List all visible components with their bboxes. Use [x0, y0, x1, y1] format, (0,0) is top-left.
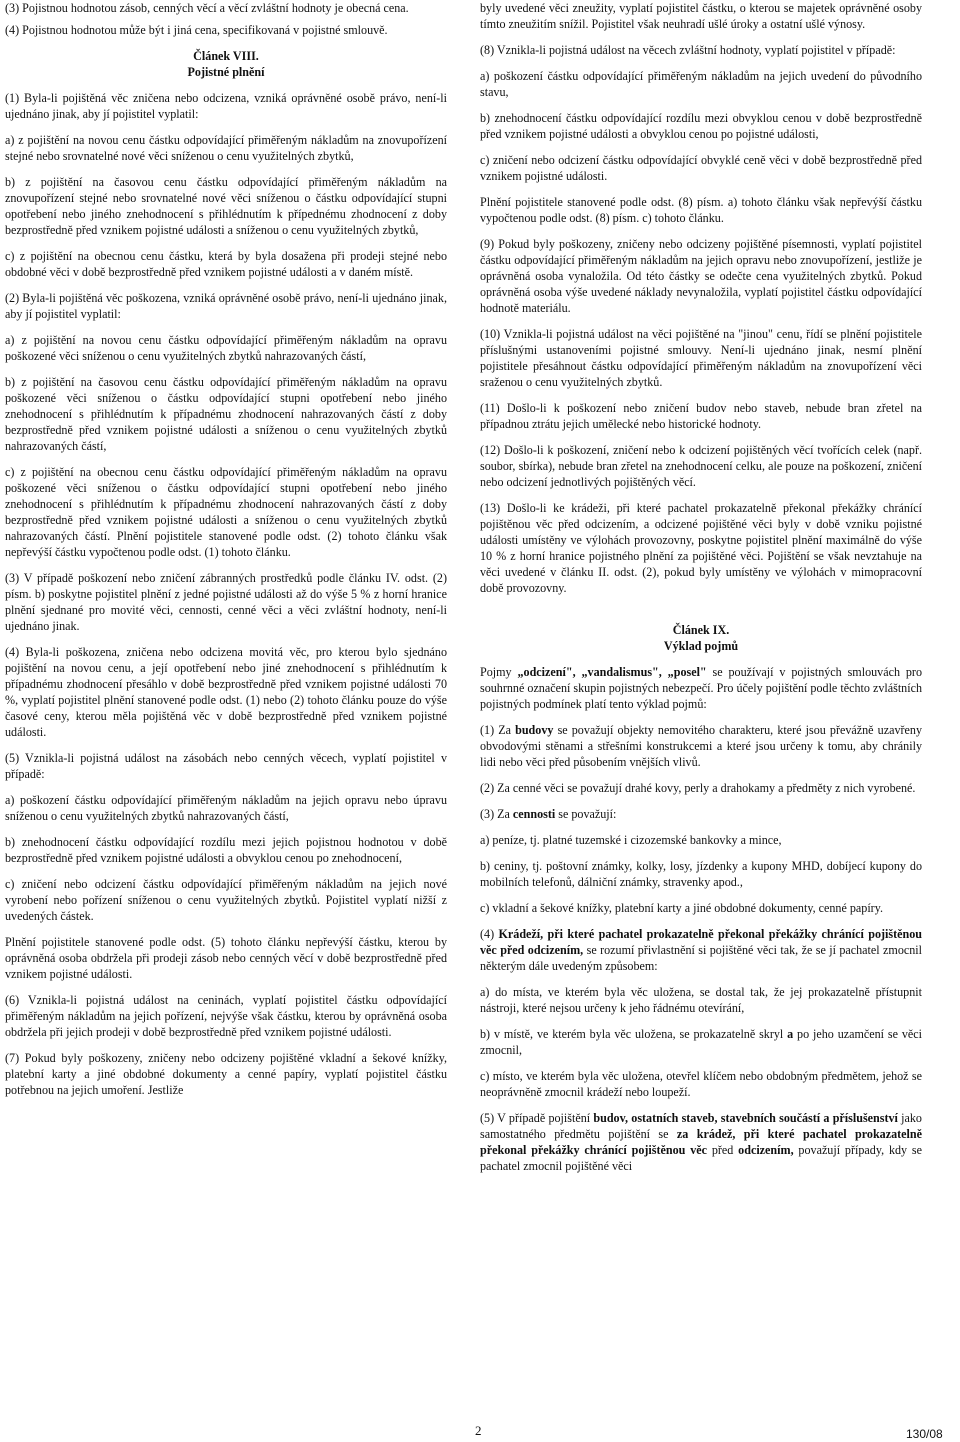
paragraph: (2) Za cenné věci se považují drahé kovy, perly a drahokamy a předměty z nich vyrobené. — [480, 781, 916, 795]
paragraph: (3) Pojistnou hodnotou zásob, cenných věcí a věcí zvláštní hodnoty je obecná cena. — [5, 1, 409, 15]
paragraph: (7) Pokud byly poškozeny, zničeny nebo odcizeny pojištěné vkladní a šekové knížky, platební karty a jiné obdobné dokumenty a cenné papíry, vyplatí pojistitel částku potřebnou na jejich umoření. Jestliže — [5, 1051, 447, 1097]
bold-text: a — [787, 1027, 794, 1041]
paragraph: a) poškození částku odpovídající přiměřeným nákladům na jejich uvedení do původního stavu, — [480, 69, 922, 99]
paragraph: Plnění pojistitele stanovené podle odst. (8) písm. a) tohoto článku však nepřevýší částku vypočtenou podle odst. (8) písm. c) tohoto článku. — [480, 195, 922, 225]
paragraph: byly uvedené věci zneužity, vyplatí pojistitel částku, o kterou se majetek oprávněné osoby tímto zneužitím snížil. Pojistitel však neuhradí ušlé úroky a ostatní ušlé výnosy. — [480, 1, 922, 31]
article-subtitle: Výklad pojmů — [663, 639, 739, 653]
paragraph: Plnění pojistitele stanovené podle odst. (5) tohoto článku nepřevýší částku, kterou by oprávněná osoba obdržela při prodeji zásob nebo cenných věcí v době bezprostředně před vznikem pojistné události. — [5, 935, 447, 981]
paragraph: (8) Vznikla-li pojistná událost na věcech zvláštní hodnoty, vyplatí pojistitel v případě: — [480, 43, 896, 57]
paragraph: c) místo, ve kterém byla věc uložena, otevřel klíčem nebo obdobným předmětem, jehož se neoprávněně zmocnil krádeží nebo loupeží. — [480, 1069, 922, 1099]
paragraph: (10) Vznikla-li pojistná událost na věci pojištěné na "jinou" cenu, řídí se plnění pojistitele příslušnými ustanoveními pojistné smlouvy. Není-li ujednáno jinak, nesmí plnění pojistitele přesáhnout částku odpovídající přiměřeným nákladům na znovupořízení věci sraženou o cenu využitelných zbytků. — [480, 327, 922, 389]
left-column — [5, 0, 447, 1108]
paragraph: (2) Byla-li pojištěná věc poškozena, vzniká oprávněné osobě právo, není-li ujednáno jinak, aby jí pojistitel vyplatil: — [5, 291, 447, 321]
paragraph: (4) Pojistnou hodnotou může být i jiná cena, specifikovaná v pojistné smlouvě. — [5, 23, 388, 37]
document-code: 130/08 — [906, 1427, 943, 1441]
paragraph: a) do místa, ve kterém byla věc uložena, se dostal tak, že jej prokazatelně přístupnit nástroji, které nejsou určeny k jeho řádnému otevírání, — [480, 985, 922, 1015]
paragraph: (13) Došlo-li ke krádeži, při které pachatel prokazatelně překonal překážky chránící pojištěnou věc před odcizením, a odcizené pojištěné věci byly v době vzniku pojistné události umístěny ve výlohách provozovny, poskytne pojistitel plnění maximálně do výše 10 % z horní hranice pojistného plnění za pojištěné věci. Pojištění se však nevztahuje na věci uvedené v článku II. odst. (2), pokud byly umístěny ve výlohách v mimopracovní době provozovny. — [480, 501, 922, 595]
text: považují případy, kdy se pachatel zmocnil pojištěné věci — [480, 1143, 923, 1173]
paragraph: a) z pojištění na novou cenu částku odpovídající přiměřeným nákladům na znovupořízení stejné nebo srovnatelné nové věci sníženou o cenu využitelných zbytků, — [5, 133, 447, 163]
paragraph — [480, 1110, 922, 1174]
paragraph: b) znehodnocení částku odpovídající rozdílu mezi jejich pojistnou hodnotou v době bezprostředně před vznikem pojistné události a obvyklou cenou po znehodnocení, — [5, 835, 447, 865]
bold-text: budov, ostatních staveb, stavebních součástí a příslušenství — [593, 1111, 898, 1125]
bold-text: budovy — [515, 723, 554, 737]
text: se považují objekty nemovitého charakteru, které jsou převážně uzavřeny obvodovými stěnami a střešními konstrukcemi a které jsou určeny k tomu, aby chránily lidi nebo věci před působením vnějších vlivů. — [480, 723, 922, 769]
paragraph — [480, 1026, 922, 1058]
right-column — [480, 0, 922, 1184]
paragraph: c) vkladní a šekové knížky, platební karty a jiné obdobné dokumenty, cenné papíry. — [480, 901, 883, 915]
text: jako samostatného předmětu pojištění se — [480, 1111, 922, 1141]
text: po jeho uzamčení se věci zmocnil, — [480, 1027, 922, 1057]
paragraph: (1) Byla-li pojištěná věc zničena nebo odcizena, vzniká oprávněné osobě právo, není-li ujednáno jinak, aby jí pojistitel vyplatil: — [5, 91, 447, 121]
bold-text: Krádeží, při které pachatel prokazatelně překonal překážky chránící pojištěnou věc před odcizením, — [480, 927, 923, 957]
page-number: 2 — [475, 1423, 482, 1438]
paragraph: b) z pojištění na časovou cenu částku odpovídající přiměřeným nákladům na opravu poškozené věci sníženou o částku odpovídající stupni opotřebení nebo jiného znehodnocení s přihlédnutím k případnému zhodnocení nahrazovaných částí z doby bezprostředně před vznikem pojistné události a sníženou o cenu využitelných zbytků nahrazovaných částí, — [5, 375, 447, 453]
text: (5) V případě pojištění — [480, 1111, 594, 1125]
text: (3) Za — [480, 807, 513, 821]
text: b) v místě, ve kterém byla věc uložena, se prokazatelně skryl — [480, 1027, 788, 1041]
paragraph: (3) V případě poškození nebo zničení zábranných prostředků podle článku IV. odst. (2) písm. b) poskytne pojistitel plnění z jedné pojistné události až do výše 5 % z horní hranice plnění sjednané pro movité věci, cennosti, cenné věci a věci zvláštní hodnoty, není-li ujednáno jinak. — [5, 571, 447, 633]
paragraph: (5) Vznikla-li pojistná událost na zásobách nebo cenných věcech, vyplatí pojistitel v případě: — [5, 751, 447, 781]
paragraph: (4) Byla-li poškozena, zničena nebo odcizena movitá věc, pro kterou bylo sjednáno pojištění na novou cenu, a její opotřebení nebo jiné znehodnocení s přihlédnutím k případnému zhodnocení přesáhlo v době bezprostředně před vznikem pojistné události 70 %, vyplatí pojistitel plnění stanovené podle odst. (1) nebo (2) tohoto článku pouze do výše časové ceny, kterou měla pojištěná věc v době bezprostředně před vznikem pojistné události. — [5, 645, 447, 739]
paragraph: b) ceniny, tj. poštovní známky, kolky, losy, jízdenky a kupony MHD, dobíjecí kupony do mobilních telefonů, dálniční známky, stravenky apod., — [480, 859, 922, 889]
text: se používají v pojistných smlouvách pro souhrnné označení skupin pojistných nebezpečí. Pro účely pojištění podle těchto zvláštních pojistných podmínek platí tento výklad pojmů: — [480, 665, 923, 711]
bold-text: odcizením, — [738, 1143, 794, 1157]
paragraph: (6) Vznikla-li pojistná událost na ceninách, vyplatí pojistitel částku odpovídající přiměřeným nákladům na jejich pořízení, nejvýše však částku, kterou by oprávněná osoba obdržela při jejich prodeji v době bezprostředně před vznikem pojistné události. — [5, 993, 447, 1039]
article-viii-heading — [5, 48, 447, 80]
paragraph — [480, 664, 922, 712]
paragraph: c) zničení nebo odcizení částku odpovídající obvyklé ceně věci v době bezprostředně před vznikem pojistné události. — [480, 153, 922, 183]
paragraph: b) znehodnocení částku odpovídající rozdílu mezi obvyklou cenou v době bezprostředně před vznikem pojistné události a obvyklou cenou po pojistné události, — [480, 111, 922, 141]
paragraph: a) z pojištění na novou cenu částku odpovídající přiměřeným nákladům na opravu poškozené věci sníženou o cenu využitelných zbytků nahrazovaných částí, — [5, 333, 447, 363]
text: (1) Za — [480, 723, 516, 737]
text: Pojmy — [480, 665, 518, 679]
paragraph: c) z pojištění na obecnou cenu částku, která by byla dosažena při prodeji stejné nebo obdobné věci v době bezprostředně před vznikem pojistné události a v daném místě. — [5, 249, 447, 279]
paragraph — [480, 926, 922, 974]
paragraph — [480, 806, 922, 822]
paragraph: c) z pojištění na obecnou cenu částku odpovídající přiměřeným nákladům na opravu poškozené věci sníženou o částku odpovídající stupni opotřebení nebo jiného znehodnocení s přihlédnutím k případnému zhodnocení nahrazovaných částí z doby bezprostředně před vznikem pojistné události a sníženou o cenu využitelných zbytků nahrazovaných částí. Plnění pojistitele stanovené podle odst. (2) tohoto článku však nepřevýší částku vypočtenou podle odst. (1) tohoto článku. — [5, 465, 447, 559]
paragraph: b) z pojištění na časovou cenu částku odpovídající přiměřeným nákladům na znovupořízení stejné nebo srovnatelné nové věci sníženou o částku odpovídající stupni opotřebení nebo jiného znehodnocení s přihlédnutím k přípednému zhodnocení z doby bezprostředně před vznikem pojistné události a sníženou o cenu využitelných zbytků, — [5, 175, 447, 237]
text: (4) — [480, 927, 499, 941]
text: se považují: — [555, 807, 617, 821]
paragraph: (9) Pokud byly poškozeny, zničeny nebo odcizeny pojištěné písemnosti, vyplatí pojistitel částku odpovídající přiměřeným nákladům na jejich opravu nebo znovupořízení, jestliže je oprávněná osoba vynaložila. Od této částky se odečte cena využitelných zbytků. Pokud oprávněná osoba výše uvedené náklady nevynaložila, vyplatí pojistitel částku odpovídající hodnotě materiálu. — [480, 237, 922, 315]
bold-text: cennosti — [512, 807, 556, 821]
bold-text: za krádež, při které pachatel prokazatelně překonal překážky chránící pojištěnou věc — [480, 1127, 922, 1157]
bold-text: „odcizení", „vandalismus", „posel" — [517, 665, 707, 679]
article-ix-heading — [480, 622, 922, 654]
paragraph: (11) Došlo-li k poškození nebo zničení budov nebo staveb, nebude bran zřetel na případnou ztrátu jejich umělecké nebo historické hodnoty. — [480, 401, 922, 431]
paragraph: (12) Došlo-li k poškození, zničení nebo k odcizení pojištěných věcí tvořících celek (např. soubor, sbírka), nebude bran zřetel na znehodnocení celku, ale pouze na poškození, zničení nebo odcizení jednotlivých pojištěných věcí. — [480, 443, 922, 489]
text: před — [706, 1143, 739, 1157]
article-title: Článek VIII. — [193, 49, 259, 63]
paragraph: a) poškození částku odpovídající přiměřeným nákladům na jejich opravu nebo úpravu sníženou o cenu využitelných zbytků nahrazovaných částí, — [5, 793, 447, 823]
article-title: Článek IX. — [672, 623, 730, 637]
paragraph — [480, 722, 922, 770]
paragraph: a) peníze, tj. platné tuzemské i cizozemské bankovky a mince, — [480, 833, 782, 847]
paragraph: c) zničení nebo odcizení částku odpovídající přiměřeným nákladům na jejich nové vyrobení nebo pořízení sníženou o cenu využitelných zbytků. Pojistitel vyplatí nižší z uvedených částek. — [5, 877, 447, 923]
text: se rozumí přivlastnění si pojištěné věci tak, že se jí pachatel zmocnil některým dále uvedeným způsobem: — [480, 943, 923, 973]
article-subtitle: Pojistné plnění — [187, 65, 265, 79]
